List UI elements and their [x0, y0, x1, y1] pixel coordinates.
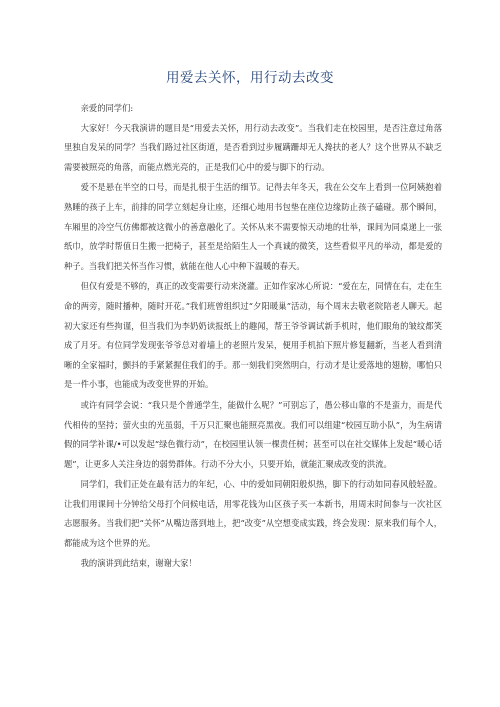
paragraph: 大家好！今天我演讲的题目是“用爱去关怀，用行动去改变”。当我们走在校园里，是否注意过角落里独自发呆的同学？当我们路过社区街道，是否看到过步履蹒跚却无人搀扶的老人？这个世界从不缺乏需要被照亮的角落，而能点燃光亮的，正是我们心中的爱与脚下的行动。	[64, 122, 442, 172]
paragraph: 爱不是悬在半空的口号，而是扎根于生活的细节。记得去年冬天，我在公交车上看到一位阿姨抱着熟睡的孩子上车，前排的同学立刻起身让座，还细心地用书包垫在座位边缘防止孩子磕碰。那个瞬间，车厢里的冷空气仿佛都被这微小的善意融化了。关怀从来不需要惊天动地的壮举，课间为同桌递上一张纸巾，放学时帮值日生搬一把椅子，甚至是给陌生人一个真诚的微笑，这些看似平凡的举动，都是爱的种子。当我们把关怀当作习惯，就能在他人心中种下温暖的春天。	[64, 182, 442, 271]
closing-line: 我的演讲到此结束，谢谢大家！	[80, 557, 197, 568]
paragraph: 同学们，我们正处在最有活力的年纪，心、中的爱如同朝阳般炽热，脚下的行动如同春风般轻盈。让我们用课间十分钟给父母打个问候电话，用零花钱为山区孩子买一本新书，用周末时间参与一次社区志愿服务。当我们把“关怀”从嘴边落到地上，把“改变”从空想变成实践，终会发现：原来我们每个人，都能成为这个世界的光。	[64, 479, 442, 549]
paragraph: 但仅有爱是不够的，真正的改变需要行动来浇灌。正如作家冰心所说：“爱在左，同情在右，走在生命的两旁，随时播种，随时开花。”我们班曾组织过“夕阳暖巢”活动，每个周末去敬老院陪老人聊天。起初大家还有些拘谨，但当我们为李奶奶读报纸上的趣闻，帮王爷爷调试新手机时，他们眼角的皱纹都笑成了月牙。有位同学发现张爷爷总对着墙上的老照片发呆，便用手机拍下照片修复翻新，当老人看到清晰的全家福时，颤抖的手紧紧握住我们的手。那一刻我们突然明白，行动才是让爱落地的翅膀，哪怕只是一件小事，也能成为改变世界的开始。	[64, 281, 442, 390]
greeting-line: 亲爱的同学们:	[80, 103, 134, 113]
document-body	[64, 99, 442, 573]
document-title: 用爱去关怀，用行动去改变	[166, 70, 334, 86]
paragraph: 或许有同学会说：“我只是个普通学生，能做什么呢？”可别忘了，愚公移山靠的不是蛮力，而是代代相传的坚持；萤火虫的光虽弱，千万只汇聚也能照亮黑夜。我们可以组建“校园互助小队”，为生病请假的同学补课/•可以发起“绿色微行动”，在校园里认领一棵责任树；甚至可以在社交媒体上发起“暖心话题”，让更多人关注身边的弱势群体。行动不分大小，只要开始，就能汇聚成改变的洪流。	[64, 399, 442, 469]
